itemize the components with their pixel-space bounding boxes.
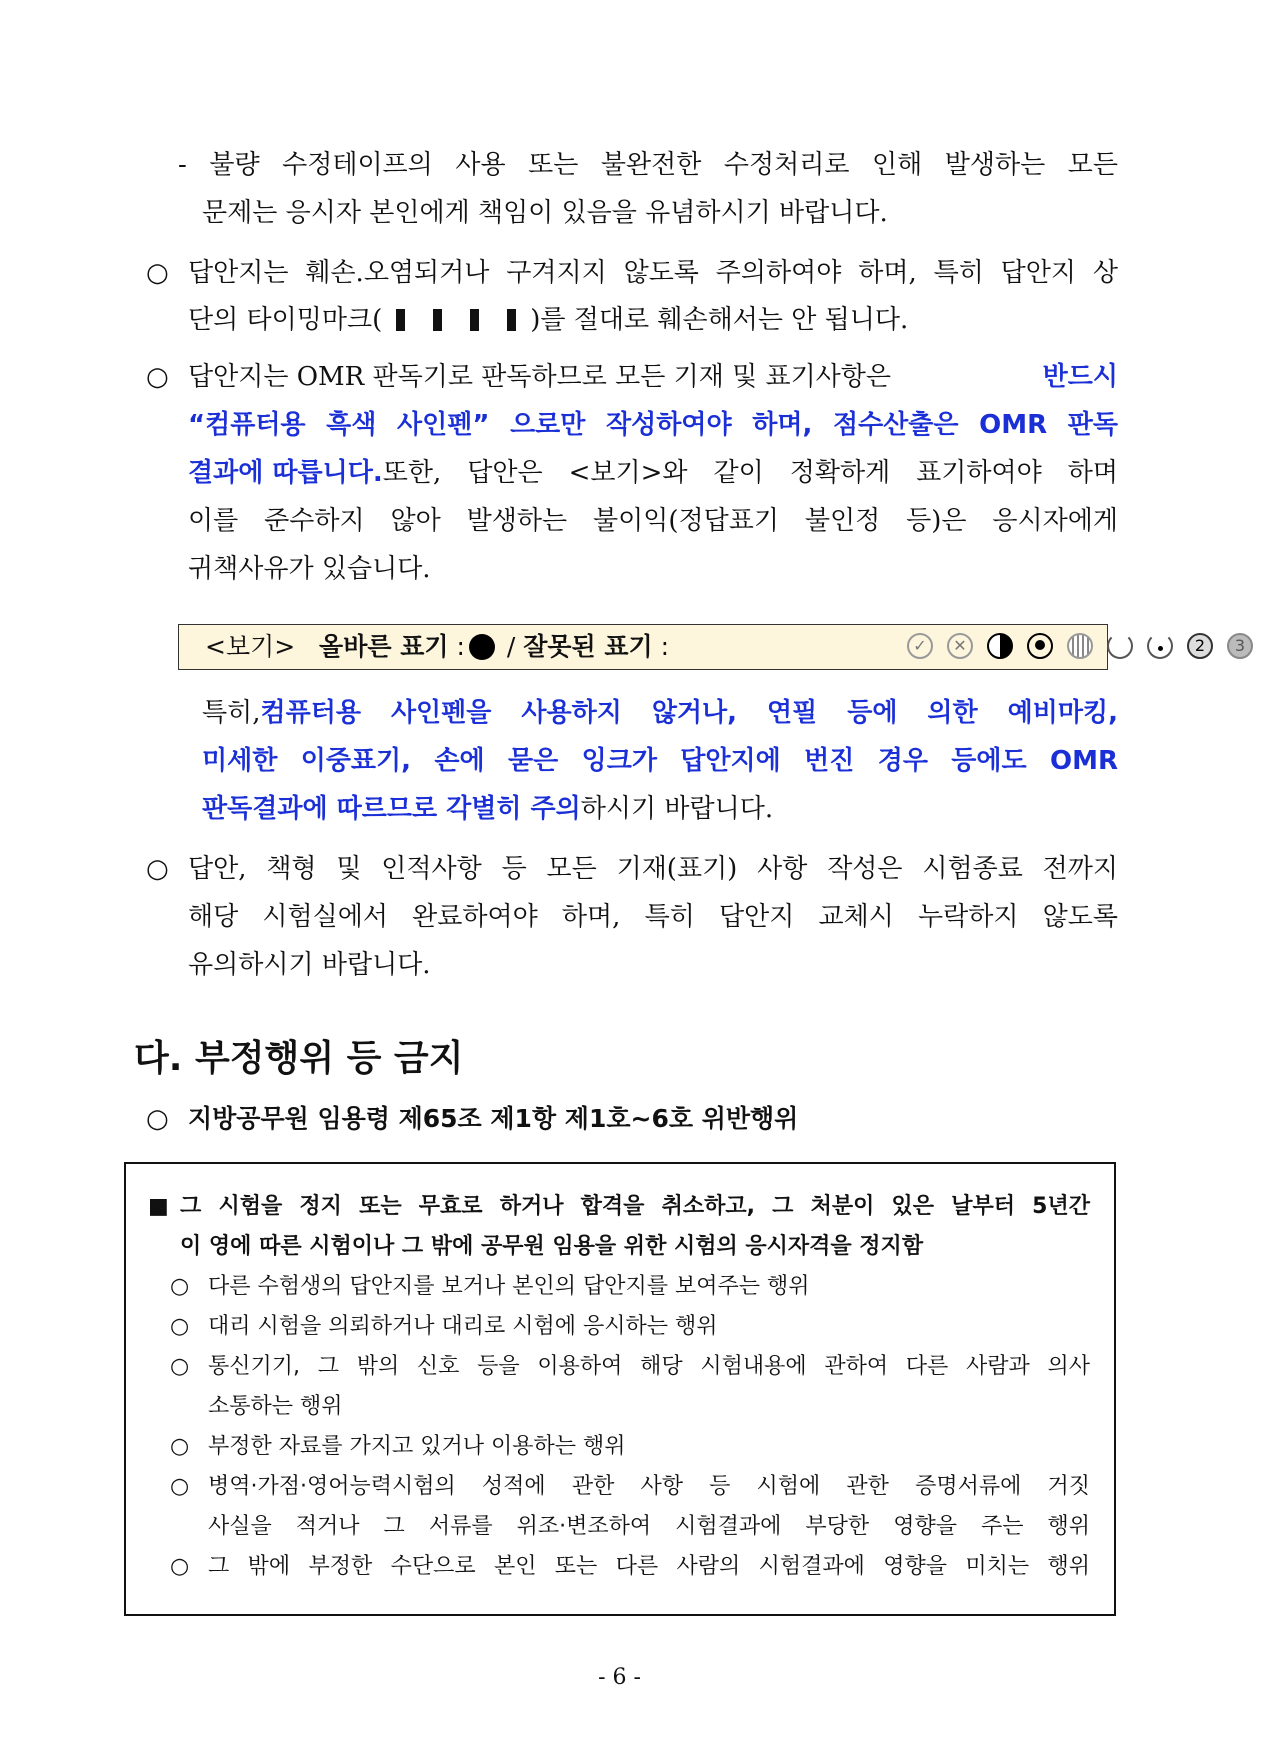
timing-mark-text-end: )를 절대로 훼손해서는 안 됩니다. [530,305,909,335]
bullet-circle: ○ [146,258,169,288]
striped-circle-icon [1067,633,1093,659]
pen-warning-line3 [202,792,773,826]
section-subheading: 지방공무원 임용령 제65조 제1항 제1호~6호 위반행위 [188,1104,799,1133]
omr-notice-line4: 이를 준수하지 않아 발생하는 불이익(정답표기 불인정 등)은 응시자에게 [188,506,1118,536]
timing-mark-text: 단의 타이밍마크( [188,305,383,335]
completion-notice-line1: 답안, 책형 및 인적사항 등 모든 기재(표기) 사항 작성은 시험종료 전까지 [188,854,1118,884]
misconduct-item-4: 부정한 자료를 가지고 있거나 이용하는 행위 [208,1434,626,1459]
misconduct-item-1: 다른 수험생의 답안지를 보거나 본인의 답안지를 보여주는 행위 [208,1274,810,1299]
omr-notice-text: 답안지는 OMR 판독기로 판독하므로 모든 기재 및 표기사항은 [188,362,892,392]
filled-circle-icon [469,634,495,660]
omr-notice-line5: 귀책사유가 있습니다. [188,554,431,584]
x-mark-icon: ✕ [947,633,973,659]
misconduct-item-3-cont: 소통하는 행위 [208,1394,343,1419]
box-head-line1: 그 시험을 정지 또는 무효로 하거나 합격을 취소하고, 그 처분이 있은 날부터 5년간 [180,1194,1090,1219]
pen-warning-line2: 미세한 이중표기, 손에 묻은 잉크가 답안지에 번진 경우 등에도 OMR [202,746,1118,776]
partial-circle-icon [1107,633,1133,659]
small-dot-circle-icon [1147,633,1173,659]
correction-tape-notice-line1: - 불량 수정테이프의 사용 또는 불완전한 수정처리로 인해 발생하는 모든 [178,150,1118,180]
wrong-mark-label: 잘못된 표기 [523,632,653,661]
omr-notice-line2: “컴퓨터용 흑색 사인펜” 으로만 작성하여야 하며, 점수산출은 OMR 판독 [188,410,1118,440]
bullet-circle: ○ [170,1554,190,1579]
number-3-mark-icon: 3 [1227,633,1253,659]
half-filled-circle-icon [987,633,1013,659]
section-heading: 다. 부정행위 등 금지 [134,1038,464,1079]
correct-mark-label: 올바른 표기 [319,632,449,661]
pen-warning-text: 특히, [202,698,261,728]
omr-notice-text: 또한, 답안은 <보기>와 같이 정확하게 표기하여야 하며 [382,458,1118,488]
bullet-circle: ○ [170,1354,190,1379]
completion-notice-line2: 해당 시험실에서 완료하여야 하며, 특히 답안지 교체시 누락하지 않도록 [188,902,1118,932]
number-2-mark-icon: 2 [1187,633,1213,659]
dot-circle-icon [1027,633,1053,659]
omr-notice-emphasis: 반드시 [1042,362,1118,392]
pen-warning-emphasis: 판독결과에 따르므로 각별히 주의 [202,794,581,824]
misconduct-item-2: 대리 시험을 의뢰하거나 대리로 시험에 응시하는 행위 [208,1314,718,1339]
completion-notice-line3: 유의하시기 바랍니다. [188,950,431,980]
timing-mark-icons [382,305,530,335]
answer-sheet-care-line1: 답안지는 훼손.오염되거나 구겨지지 않도록 주의하여야 하며, 특히 답안지 상 [188,258,1118,288]
pen-warning-line1 [202,696,1118,730]
correction-tape-notice-line2: 문제는 응시자 본인에게 책임이 있음을 유념하시기 바랍니다. [202,198,888,228]
marking-example-box [178,624,1246,670]
wrong-marks-row [907,633,1269,661]
misconduct-box [124,1162,1116,1616]
check-mark-icon: ✓ [907,633,933,659]
pen-warning-emphasis: 컴퓨터용 사인펜을 사용하지 않거나, 연필 등에 의한 예비마킹, [260,698,1118,728]
misconduct-item-5: 병역·가점·영어능력시험의 성적에 관한 사항 등 시험에 관한 증명서류에 거짓 [208,1474,1090,1499]
marking-example-content [205,630,669,664]
misconduct-item-6: 그 밖에 부정한 수단으로 본인 또는 다른 사람의 시험결과에 영향을 미치는 행위 [208,1554,1090,1579]
page-number: - 6 - [598,1665,641,1690]
colon: : [456,632,465,661]
box-head-line2: 이 영에 따른 시험이나 그 밖에 공무원 임용을 위한 시험의 응시자격을 정지함 [180,1234,924,1259]
pen-warning-text: 하시기 바랍니다. [580,794,774,824]
answer-sheet-care-line2 [188,303,908,337]
omr-notice-emphasis: 결과에 따릅니다. [188,458,383,488]
misconduct-item-5-cont: 사실을 적거나 그 서류를 위조·변조하여 시험결과에 부당한 영향을 주는 행위 [208,1514,1090,1539]
bullet-circle: ○ [146,362,169,392]
bullet-circle: ○ [146,854,169,884]
colon: : [660,632,670,661]
bullet-circle: ○ [146,1104,169,1134]
example-label: <보기> [205,632,296,661]
omr-notice-line1 [188,360,1118,394]
slash: / [506,632,516,661]
misconduct-item-3: 통신기기, 그 밖의 신호 등을 이용하여 해당 시험내용에 관하여 다른 사람과 의사 [208,1354,1091,1379]
box-bullet-square: ■ [148,1194,169,1219]
omr-notice-line3 [188,456,1118,490]
bullet-circle: ○ [170,1314,190,1339]
bullet-circle: ○ [170,1434,190,1459]
bullet-circle: ○ [170,1274,190,1299]
bullet-circle: ○ [170,1474,190,1499]
